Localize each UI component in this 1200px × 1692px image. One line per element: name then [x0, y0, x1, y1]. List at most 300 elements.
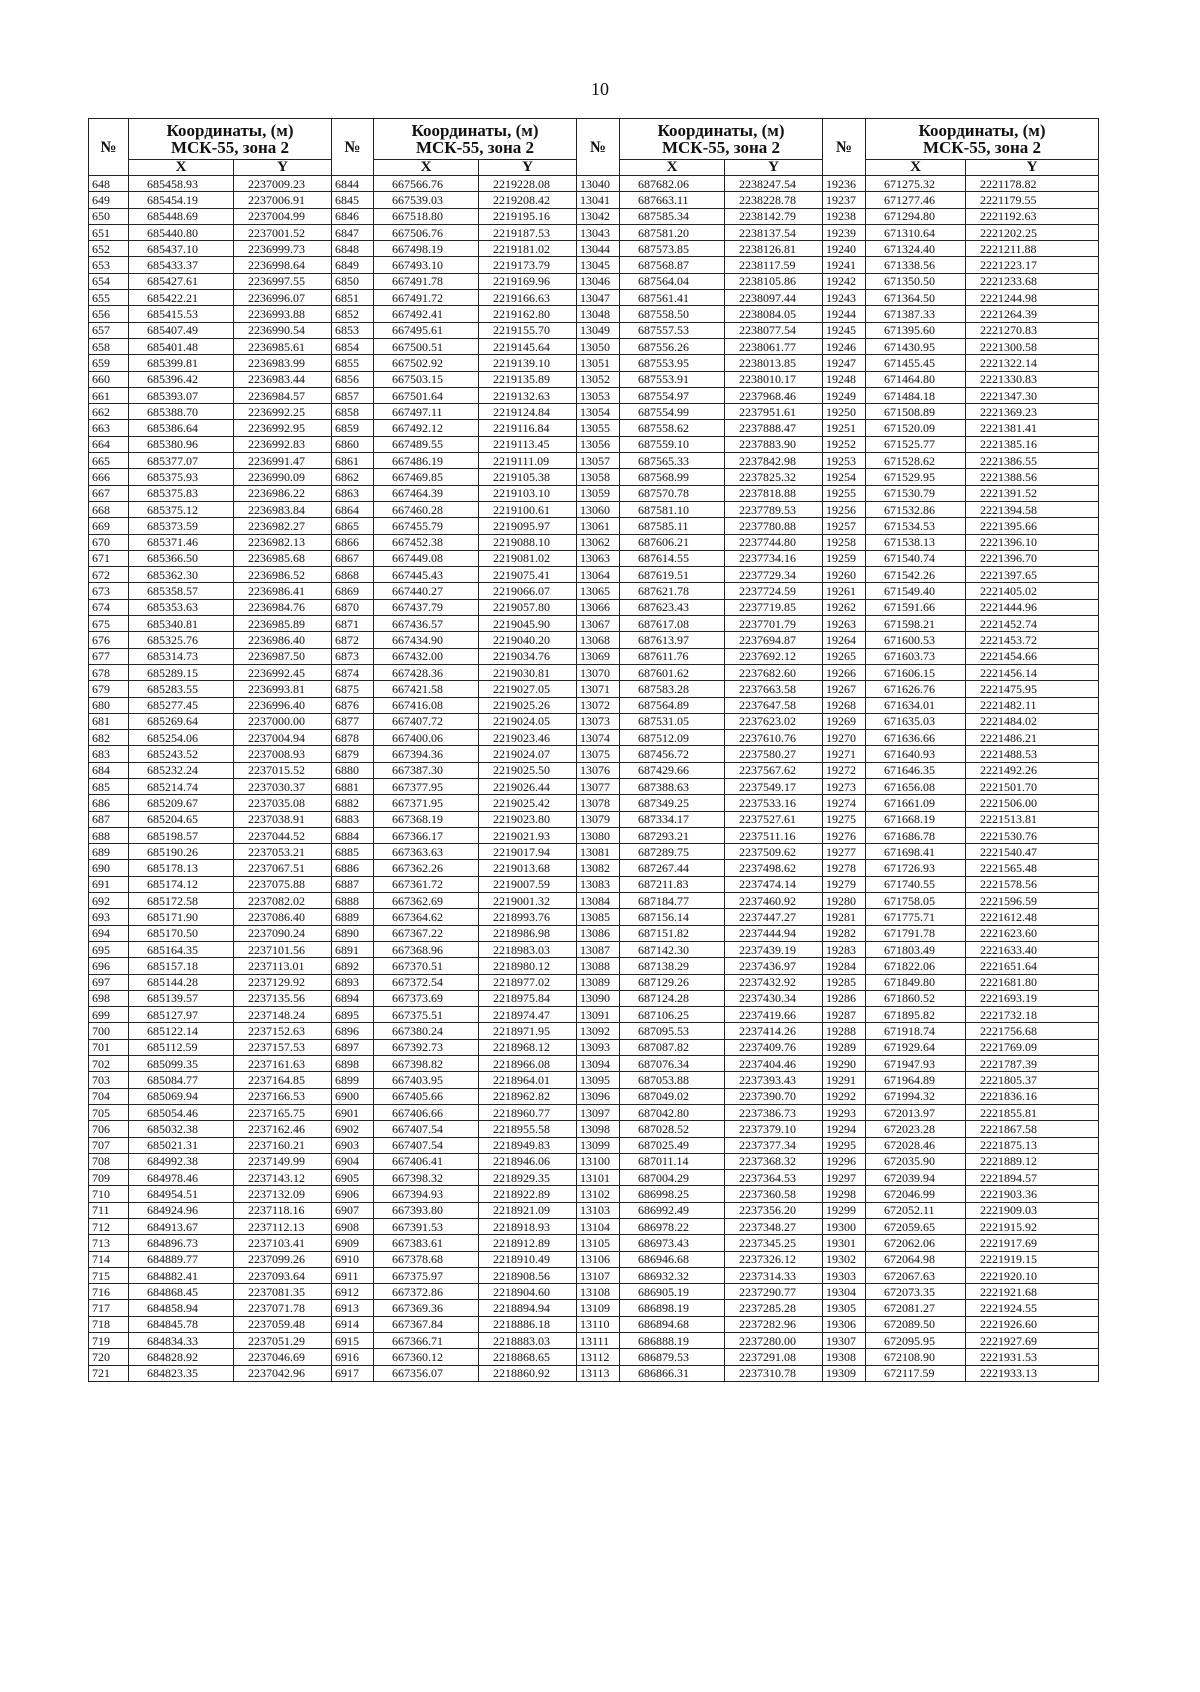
y-coordinate: 2219173.79	[479, 257, 577, 273]
point-number: 648	[89, 176, 129, 192]
table-row	[89, 355, 1099, 371]
point-number: 6872	[332, 632, 374, 648]
y-coordinate: 2218949.83	[479, 1137, 577, 1153]
point-number: 657	[89, 322, 129, 338]
point-number: 13060	[577, 501, 620, 517]
point-number: 6875	[332, 681, 374, 697]
point-number: 13105	[577, 1235, 620, 1251]
x-coordinate: 687611.76	[620, 648, 725, 664]
y-coordinate: 2218977.02	[479, 974, 577, 990]
point-number: 6889	[332, 909, 374, 925]
x-coordinate: 685375.93	[129, 469, 234, 485]
point-number: 703	[89, 1072, 129, 1088]
y-coordinate: 2236990.09	[234, 469, 332, 485]
point-number: 19261	[823, 583, 866, 599]
x-coordinate: 671540.74	[866, 550, 966, 566]
y-coordinate: 2237360.58	[725, 1186, 823, 1202]
y-coordinate: 2218908.56	[479, 1267, 577, 1283]
table-row	[89, 1104, 1099, 1120]
y-coordinate: 2221681.80	[966, 974, 1099, 990]
y-coordinate: 2236992.25	[234, 404, 332, 420]
y-coordinate: 2237789.53	[725, 501, 823, 517]
x-coordinate: 667378.68	[374, 1251, 479, 1267]
y-coordinate: 2237379.10	[725, 1121, 823, 1137]
y-coordinate: 2236987.50	[234, 648, 332, 664]
point-number: 6901	[332, 1104, 374, 1120]
y-coordinate: 2221452.74	[966, 616, 1099, 632]
y-coordinate: 2237610.76	[725, 730, 823, 746]
y-coordinate: 2219166.63	[479, 290, 577, 306]
x-coordinate: 667452.38	[374, 534, 479, 550]
y-coordinate: 2221926.60	[966, 1316, 1099, 1332]
header-num-3: №	[577, 119, 620, 176]
point-number: 716	[89, 1284, 129, 1300]
point-number: 13107	[577, 1267, 620, 1283]
point-number: 19293	[823, 1104, 866, 1120]
x-coordinate: 671508.89	[866, 404, 966, 420]
point-number: 19298	[823, 1186, 866, 1202]
y-coordinate: 2219116.84	[479, 420, 577, 436]
x-coordinate: 687601.62	[620, 664, 725, 680]
table-row	[89, 241, 1099, 257]
y-coordinate: 2219088.10	[479, 534, 577, 550]
y-coordinate: 2218955.58	[479, 1121, 577, 1137]
point-number: 685	[89, 778, 129, 794]
y-coordinate: 2221769.09	[966, 1039, 1099, 1055]
x-coordinate: 686978.22	[620, 1219, 725, 1235]
y-coordinate: 2237071.78	[234, 1300, 332, 1316]
x-coordinate: 685448.69	[129, 208, 234, 224]
point-number: 677	[89, 648, 129, 664]
x-coordinate: 687556.26	[620, 338, 725, 354]
header-x-4: X	[866, 160, 966, 176]
x-coordinate: 685407.49	[129, 322, 234, 338]
y-coordinate: 2221805.37	[966, 1072, 1099, 1088]
point-number: 13093	[577, 1039, 620, 1055]
y-coordinate: 2221369.23	[966, 404, 1099, 420]
x-coordinate: 667437.79	[374, 599, 479, 615]
x-coordinate: 687156.14	[620, 909, 725, 925]
x-coordinate: 671918.74	[866, 1023, 966, 1039]
x-coordinate: 684913.67	[129, 1219, 234, 1235]
point-number: 19250	[823, 404, 866, 420]
point-number: 6906	[332, 1186, 374, 1202]
point-number: 673	[89, 583, 129, 599]
y-coordinate: 2237310.78	[725, 1365, 823, 1381]
point-number: 715	[89, 1267, 129, 1283]
x-coordinate: 667375.97	[374, 1267, 479, 1283]
x-coordinate: 671636.66	[866, 730, 966, 746]
point-number: 13086	[577, 925, 620, 941]
x-coordinate: 667370.51	[374, 958, 479, 974]
point-number: 13050	[577, 338, 620, 354]
table-row	[89, 1365, 1099, 1381]
y-coordinate: 2221915.92	[966, 1219, 1099, 1235]
x-coordinate: 667434.90	[374, 632, 479, 648]
point-number: 6867	[332, 550, 374, 566]
y-coordinate: 2219111.09	[479, 453, 577, 469]
page-number: 10	[591, 79, 609, 99]
point-number: 6887	[332, 876, 374, 892]
y-coordinate: 2221456.14	[966, 664, 1099, 680]
point-number: 13080	[577, 827, 620, 843]
x-coordinate: 671542.26	[866, 567, 966, 583]
y-coordinate: 2238117.59	[725, 257, 823, 273]
y-coordinate: 2237734.16	[725, 550, 823, 566]
point-number: 6880	[332, 762, 374, 778]
x-coordinate: 685375.12	[129, 501, 234, 517]
y-coordinate: 2236985.61	[234, 338, 332, 354]
header-y-2: Y	[479, 160, 577, 176]
x-coordinate: 671520.09	[866, 420, 966, 436]
x-coordinate: 687531.05	[620, 713, 725, 729]
point-number: 6844	[332, 176, 374, 192]
point-number: 19304	[823, 1284, 866, 1300]
y-coordinate: 2218966.08	[479, 1056, 577, 1072]
point-number: 19303	[823, 1267, 866, 1283]
point-number: 6908	[332, 1219, 374, 1235]
point-number: 6884	[332, 827, 374, 843]
x-coordinate: 685122.14	[129, 1023, 234, 1039]
point-number: 19294	[823, 1121, 866, 1137]
x-coordinate: 684889.77	[129, 1251, 234, 1267]
y-coordinate: 2237075.88	[234, 876, 332, 892]
point-number: 19308	[823, 1349, 866, 1365]
x-coordinate: 685054.46	[129, 1104, 234, 1120]
point-number: 13088	[577, 958, 620, 974]
header-num-1: №	[89, 119, 129, 176]
point-number: 713	[89, 1235, 129, 1251]
point-number: 694	[89, 925, 129, 941]
x-coordinate: 685232.24	[129, 762, 234, 778]
x-coordinate: 685380.96	[129, 436, 234, 452]
y-coordinate: 2237118.16	[234, 1202, 332, 1218]
x-coordinate: 672039.94	[866, 1170, 966, 1186]
point-number: 13081	[577, 844, 620, 860]
x-coordinate: 685283.55	[129, 681, 234, 697]
point-number: 689	[89, 844, 129, 860]
x-coordinate: 667373.69	[374, 990, 479, 1006]
x-coordinate: 667497.11	[374, 404, 479, 420]
point-number: 19242	[823, 273, 866, 289]
point-number: 13047	[577, 290, 620, 306]
point-number: 6857	[332, 387, 374, 403]
y-coordinate: 2237282.96	[725, 1316, 823, 1332]
x-coordinate: 671310.64	[866, 224, 966, 240]
y-coordinate: 2236985.89	[234, 616, 332, 632]
point-number: 13102	[577, 1186, 620, 1202]
y-coordinate: 2236983.44	[234, 371, 332, 387]
y-coordinate: 2237053.21	[234, 844, 332, 860]
x-coordinate: 667364.62	[374, 909, 479, 925]
point-number: 683	[89, 746, 129, 762]
point-number: 19284	[823, 958, 866, 974]
x-coordinate: 667464.39	[374, 485, 479, 501]
x-coordinate: 672064.98	[866, 1251, 966, 1267]
y-coordinate: 2237148.24	[234, 1007, 332, 1023]
x-coordinate: 667491.72	[374, 290, 479, 306]
point-number: 19260	[823, 567, 866, 583]
x-coordinate: 687558.50	[620, 306, 725, 322]
x-coordinate: 685399.81	[129, 355, 234, 371]
y-coordinate: 2237419.66	[725, 1007, 823, 1023]
y-coordinate: 2237393.43	[725, 1072, 823, 1088]
y-coordinate: 2237051.29	[234, 1333, 332, 1349]
point-number: 13055	[577, 420, 620, 436]
point-number: 6892	[332, 958, 374, 974]
y-coordinate: 2218946.06	[479, 1153, 577, 1169]
x-coordinate: 671775.71	[866, 909, 966, 925]
x-coordinate: 671791.78	[866, 925, 966, 941]
point-number: 652	[89, 241, 129, 257]
point-number: 651	[89, 224, 129, 240]
x-coordinate: 687621.78	[620, 583, 725, 599]
point-number: 13103	[577, 1202, 620, 1218]
x-coordinate: 667428.36	[374, 664, 479, 680]
y-coordinate: 2221693.19	[966, 990, 1099, 1006]
y-coordinate: 2236992.45	[234, 664, 332, 680]
point-number: 662	[89, 404, 129, 420]
point-number: 19297	[823, 1170, 866, 1186]
point-number: 6863	[332, 485, 374, 501]
point-number: 6900	[332, 1088, 374, 1104]
point-number: 13074	[577, 730, 620, 746]
y-coordinate: 2221385.16	[966, 436, 1099, 452]
point-number: 13100	[577, 1153, 620, 1169]
y-coordinate: 2221612.48	[966, 909, 1099, 925]
y-coordinate: 2221381.41	[966, 420, 1099, 436]
point-number: 19267	[823, 681, 866, 697]
x-coordinate: 686879.53	[620, 1349, 725, 1365]
x-coordinate: 687025.49	[620, 1137, 725, 1153]
x-coordinate: 685433.37	[129, 257, 234, 273]
y-coordinate: 2219181.02	[479, 241, 577, 257]
point-number: 13082	[577, 860, 620, 876]
point-number: 13043	[577, 224, 620, 240]
x-coordinate: 687076.34	[620, 1056, 725, 1072]
x-coordinate: 667405.66	[374, 1088, 479, 1104]
y-coordinate: 2237549.17	[725, 778, 823, 794]
y-coordinate: 2221386.55	[966, 453, 1099, 469]
y-coordinate: 2237015.52	[234, 762, 332, 778]
point-number: 664	[89, 436, 129, 452]
x-coordinate: 687553.91	[620, 371, 725, 387]
y-coordinate: 2237682.60	[725, 664, 823, 680]
x-coordinate: 667394.93	[374, 1186, 479, 1202]
point-number: 19283	[823, 941, 866, 957]
y-coordinate: 2218904.60	[479, 1284, 577, 1300]
x-coordinate: 687042.80	[620, 1104, 725, 1120]
x-coordinate: 671534.53	[866, 518, 966, 534]
x-coordinate: 687585.34	[620, 208, 725, 224]
y-coordinate: 2237968.46	[725, 387, 823, 403]
y-coordinate: 2219007.59	[479, 876, 577, 892]
x-coordinate: 685174.12	[129, 876, 234, 892]
table-row	[89, 844, 1099, 860]
x-coordinate: 684978.46	[129, 1170, 234, 1186]
x-coordinate: 687559.10	[620, 436, 725, 452]
point-number: 6858	[332, 404, 374, 420]
table-row	[89, 208, 1099, 224]
point-number: 6914	[332, 1316, 374, 1332]
point-number: 717	[89, 1300, 129, 1316]
y-coordinate: 2219040.20	[479, 632, 577, 648]
point-number: 666	[89, 469, 129, 485]
x-coordinate: 667366.71	[374, 1333, 479, 1349]
point-number: 13065	[577, 583, 620, 599]
y-coordinate: 2221756.68	[966, 1023, 1099, 1039]
x-coordinate: 667460.28	[374, 501, 479, 517]
table-row	[89, 599, 1099, 615]
point-number: 13085	[577, 909, 620, 925]
table-row	[89, 795, 1099, 811]
x-coordinate: 671350.50	[866, 273, 966, 289]
x-coordinate: 667455.79	[374, 518, 479, 534]
y-coordinate: 2237314.33	[725, 1267, 823, 1283]
point-number: 19268	[823, 697, 866, 713]
point-number: 19287	[823, 1007, 866, 1023]
point-number: 13108	[577, 1284, 620, 1300]
point-number: 19253	[823, 453, 866, 469]
point-number: 19285	[823, 974, 866, 990]
x-coordinate: 686946.68	[620, 1251, 725, 1267]
y-coordinate: 2218962.82	[479, 1088, 577, 1104]
point-number: 6874	[332, 664, 374, 680]
x-coordinate: 672117.59	[866, 1365, 966, 1381]
x-coordinate: 687087.82	[620, 1039, 725, 1055]
y-coordinate: 2221578.56	[966, 876, 1099, 892]
x-coordinate: 671929.64	[866, 1039, 966, 1055]
y-coordinate: 2237113.01	[234, 958, 332, 974]
x-coordinate: 685366.50	[129, 550, 234, 566]
x-coordinate: 685209.67	[129, 795, 234, 811]
x-coordinate: 667387.30	[374, 762, 479, 778]
y-coordinate: 2219145.64	[479, 338, 577, 354]
x-coordinate: 672059.65	[866, 1219, 966, 1235]
table-row	[89, 1284, 1099, 1300]
y-coordinate: 2237166.53	[234, 1088, 332, 1104]
y-coordinate: 2237701.79	[725, 616, 823, 632]
table-row	[89, 778, 1099, 794]
x-coordinate: 667421.58	[374, 681, 479, 697]
y-coordinate: 2237509.62	[725, 844, 823, 860]
x-coordinate: 671661.09	[866, 795, 966, 811]
x-coordinate: 671686.78	[866, 827, 966, 843]
y-coordinate: 2218883.03	[479, 1333, 577, 1349]
x-coordinate: 667493.10	[374, 257, 479, 273]
y-coordinate: 2221513.81	[966, 811, 1099, 827]
table-row	[89, 974, 1099, 990]
point-number: 659	[89, 355, 129, 371]
y-coordinate: 2218983.03	[479, 941, 577, 957]
x-coordinate: 671606.15	[866, 664, 966, 680]
y-coordinate: 2219208.42	[479, 192, 577, 208]
y-coordinate: 2221623.60	[966, 925, 1099, 941]
y-coordinate: 2237951.61	[725, 404, 823, 420]
y-coordinate: 2221488.53	[966, 746, 1099, 762]
y-coordinate: 2218922.89	[479, 1186, 577, 1202]
point-number: 6846	[332, 208, 374, 224]
y-coordinate: 2218993.76	[479, 909, 577, 925]
header-coords-3: Координаты, (м) МСК-55, зона 2	[620, 119, 823, 160]
point-number: 6878	[332, 730, 374, 746]
y-coordinate: 2237161.63	[234, 1056, 332, 1072]
x-coordinate: 685190.26	[129, 844, 234, 860]
point-number: 19272	[823, 762, 866, 778]
x-coordinate: 685178.13	[129, 860, 234, 876]
point-number: 19292	[823, 1088, 866, 1104]
y-coordinate: 2218964.01	[479, 1072, 577, 1088]
table-row	[89, 453, 1099, 469]
y-coordinate: 2236984.76	[234, 599, 332, 615]
table-row	[89, 583, 1099, 599]
point-number: 19265	[823, 648, 866, 664]
table-row	[89, 224, 1099, 240]
x-coordinate: 667469.85	[374, 469, 479, 485]
x-coordinate: 687583.28	[620, 681, 725, 697]
table-row	[89, 1349, 1099, 1365]
x-coordinate: 687388.63	[620, 778, 725, 794]
point-number: 19259	[823, 550, 866, 566]
point-number: 19256	[823, 501, 866, 517]
point-number: 6913	[332, 1300, 374, 1316]
x-coordinate: 667495.61	[374, 322, 479, 338]
point-number: 711	[89, 1202, 129, 1218]
point-number: 709	[89, 1170, 129, 1186]
y-coordinate: 2221453.72	[966, 632, 1099, 648]
table-row	[89, 876, 1099, 892]
point-number: 13098	[577, 1121, 620, 1137]
x-coordinate: 671525.77	[866, 436, 966, 452]
y-coordinate: 2238247.54	[725, 176, 823, 192]
point-number: 671	[89, 550, 129, 566]
point-number: 13078	[577, 795, 620, 811]
x-coordinate: 687682.06	[620, 176, 725, 192]
point-number: 6897	[332, 1039, 374, 1055]
x-coordinate: 687129.26	[620, 974, 725, 990]
point-number: 6909	[332, 1235, 374, 1251]
y-coordinate: 2218971.95	[479, 1023, 577, 1039]
x-coordinate: 687138.29	[620, 958, 725, 974]
x-coordinate: 671277.46	[866, 192, 966, 208]
y-coordinate: 2218912.89	[479, 1235, 577, 1251]
point-number: 13101	[577, 1170, 620, 1186]
table-row	[89, 1235, 1099, 1251]
y-coordinate: 2238126.81	[725, 241, 823, 257]
table-row	[89, 1056, 1099, 1072]
x-coordinate: 685340.81	[129, 616, 234, 632]
point-number: 6866	[332, 534, 374, 550]
point-number: 13099	[577, 1137, 620, 1153]
y-coordinate: 2221484.02	[966, 713, 1099, 729]
x-coordinate: 687581.20	[620, 224, 725, 240]
point-number: 19277	[823, 844, 866, 860]
x-coordinate: 685198.57	[129, 827, 234, 843]
point-number: 19266	[823, 664, 866, 680]
point-number: 13046	[577, 273, 620, 289]
x-coordinate: 684828.92	[129, 1349, 234, 1365]
x-coordinate: 671698.41	[866, 844, 966, 860]
point-number: 650	[89, 208, 129, 224]
point-number: 19257	[823, 518, 866, 534]
point-number: 13097	[577, 1104, 620, 1120]
point-number: 19281	[823, 909, 866, 925]
x-coordinate: 686898.19	[620, 1300, 725, 1316]
x-coordinate: 667501.64	[374, 387, 479, 403]
y-coordinate: 2237436.97	[725, 958, 823, 974]
x-coordinate: 687124.28	[620, 990, 725, 1006]
point-number: 6865	[332, 518, 374, 534]
